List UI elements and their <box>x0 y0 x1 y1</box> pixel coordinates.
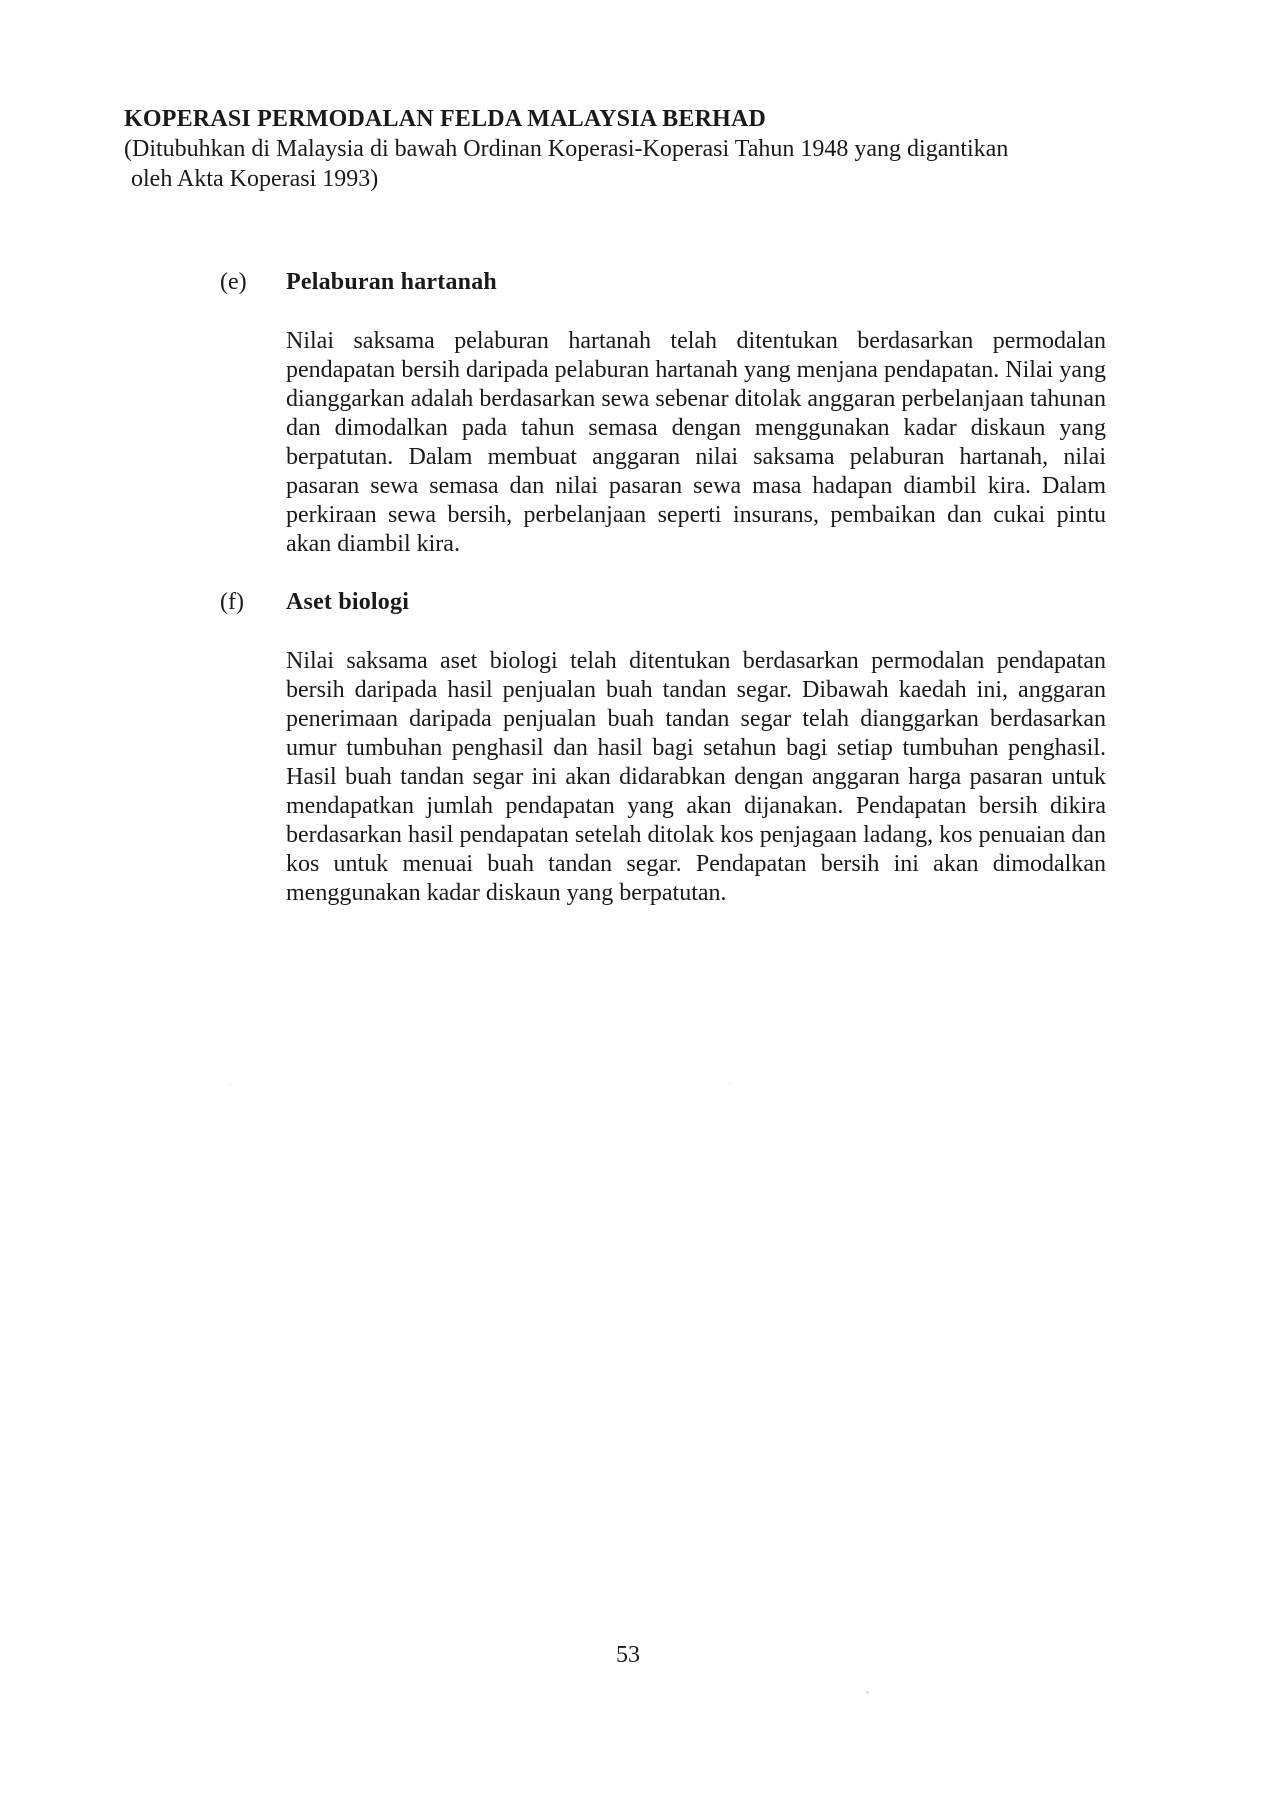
scan-speck <box>729 1082 731 1084</box>
section-e-heading: Pelaburan hartanah <box>286 269 497 295</box>
document-header <box>124 104 1164 194</box>
scan-speck <box>866 1691 869 1694</box>
document-title: KOPERASI PERMODALAN FELDA MALAYSIA BERHAD <box>124 106 767 132</box>
section-f-heading: Aset biologi <box>286 589 410 615</box>
section-e <box>220 268 1106 559</box>
document-subtitle-line-2: oleh Akta Koperasi 1993) <box>131 166 379 192</box>
section-f-body: Nilai saksama aset biologi telah ditentukan berdasarkan permodalan pendapatan bersih daripada hasil penjualan buah tandan segar. Dibawah kaedah ini, anggaran penerimaan daripada penjualan buah tandan segar telah dianggarkan berdasarkan umur tumbuhan penghasil dan hasil bagi setahun bagi setiap tumbuhan penghasil. Hasil buah tandan segar ini akan didarabkan dengan anggaran harga pasaran untuk mendapatkan jumlah pendapatan yang akan dijanakan. Pendapatan bersih dikira berdasarkan hasil pendapatan setelah ditolak kos penjagaan ladang, kos penuaian dan kos untuk menuai buah tandan segar. Pendapatan bersih ini akan dimodalkan menggunakan kadar diskaun yang berpatutan. <box>286 648 1106 906</box>
section-f <box>220 588 1106 908</box>
document-subtitle-line-1: (Ditubuhkan di Malaysia di bawah Ordinan Koperasi-Koperasi Tahun 1948 yang digantikan <box>124 136 1009 162</box>
section-e-body: Nilai saksama pelaburan hartanah telah ditentukan berdasarkan permodalan pendapatan bersih daripada pelaburan hartanah yang menjana pendapatan. Nilai yang dianggarkan adalah berdasarkan sewa sebenar ditolak anggaran perbelanjaan tahunan dan dimodalkan pada tahun semasa dengan menggunakan kadar diskaun yang berpatutan. Dalam membuat anggaran nilai saksama pelaburan hartanah, nilai pasaran sewa semasa dan nilai pasaran sewa masa hadapan diambil kira. Dalam perkiraan sewa bersih, perbelanjaan seperti insurans, pembaikan dan cukai pintu akan diambil kira. <box>286 328 1106 557</box>
section-e-label: (e) <box>220 269 247 295</box>
page-number: 53 <box>616 1642 640 1668</box>
section-f-label: (f) <box>220 589 244 615</box>
scan-speck <box>229 1084 231 1086</box>
section-e-content <box>286 268 1106 559</box>
section-f-content <box>286 588 1106 908</box>
